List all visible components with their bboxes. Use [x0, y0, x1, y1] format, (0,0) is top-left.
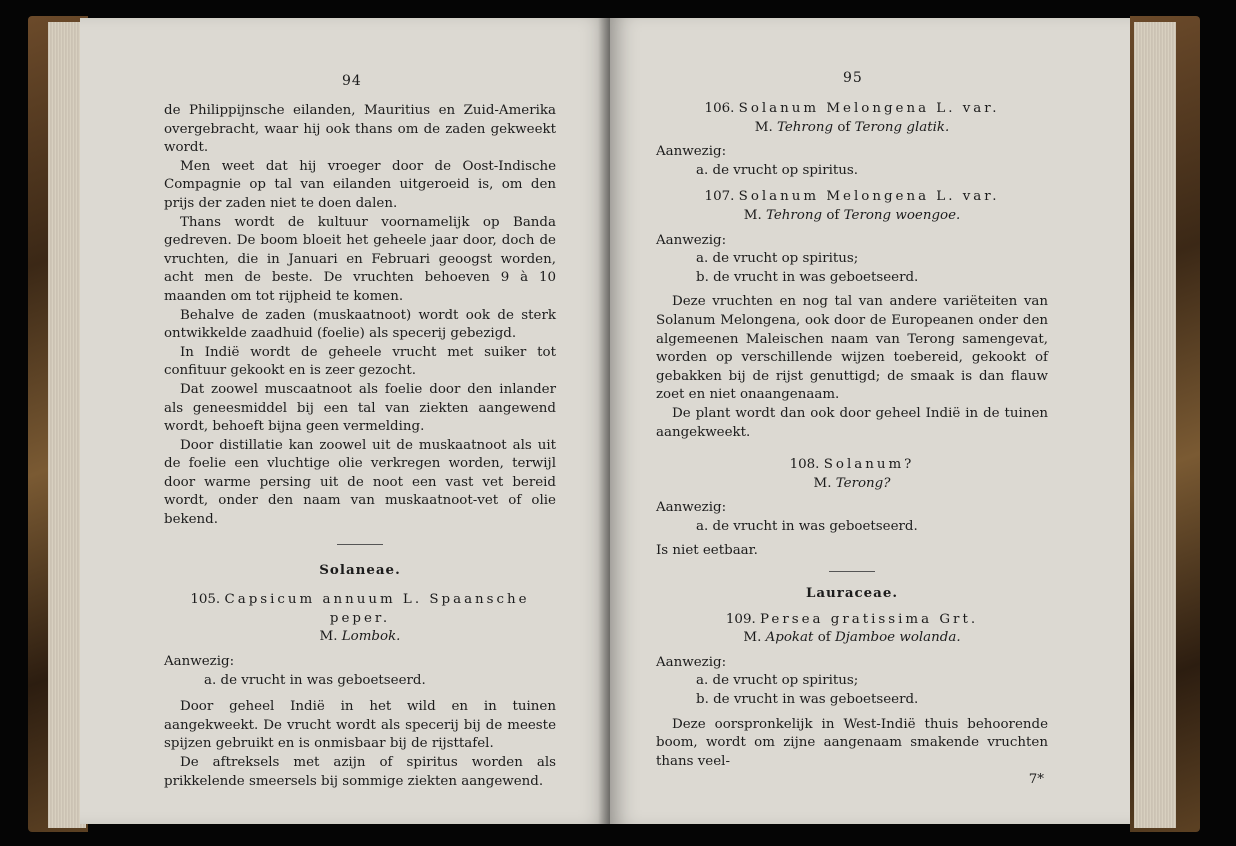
entry-heading: [656, 100, 1048, 119]
entry-number: 105.: [190, 592, 221, 608]
page-number: 95: [843, 70, 863, 86]
paragraph: Thans wordt de kultuur voornamelijk op Banda gedreven. De boom bloeit het geheele jaar door, doch de vruchten, die in Januari en Februari geoogst worden, acht men de beste. De vruchten behoeven 9 à 10 maanden om tot rijpheid te komen.: [164, 214, 556, 304]
species-name: Solanum?: [823, 457, 915, 473]
entry-heading: [656, 456, 1048, 475]
aanwezig-label: Aanwezig:: [656, 144, 727, 160]
aanwezig-label: Aanwezig:: [656, 232, 727, 248]
note: Is niet eetbaar.: [656, 543, 758, 559]
section-divider: [829, 571, 875, 572]
species-name: Solanum Melongena L. var.: [738, 189, 1000, 205]
list-item: a. de vrucht op spiritus;: [696, 251, 859, 267]
page-number: 94: [342, 73, 362, 89]
paragraph: Dat zoowel muscaatnoot als foelie door den inlander als geneesmiddel bij een tal van ziekten aangewend wordt, behoeft bijna geen vermelding.: [164, 381, 556, 435]
malay-name: M. Lombok.: [319, 629, 401, 645]
family-heading: Solaneae.: [319, 561, 401, 578]
aanwezig-label: Aanwezig:: [164, 654, 235, 670]
paragraph: Deze vruchten en nog tal van andere variëteiten van Solanum Melongena, ook door de Europeanen onder den algemeenen Maleischen naam van Terong samengevat, worden op verschillende wijzen toebereid, gekookt of gebakken bij de rijst genuttigd; de smaak is dan flauw zoet en niet onaangenaam.: [656, 294, 1048, 403]
paragraph: Men weet dat hij vroeger door de Oost-Indische Compagnie op tal van eilanden uitgeroeid is, om den prijs der zaden niet te doen dalen.: [164, 158, 556, 211]
right-text-block: [656, 100, 1048, 790]
entry-number: 107.: [704, 189, 735, 205]
malay-name: M. Apokat of Djamboe wolanda.: [743, 630, 961, 646]
list-item: a. de vrucht in was geboetseerd.: [204, 672, 426, 688]
paragraph: Deze oorspronkelijk in West-Indië thuis behoorende boom, wordt om zijne aangenaam smakende vruchten thans veel-: [656, 716, 1048, 769]
entry-heading: [656, 611, 1048, 630]
malay-name: M. Tehrong of Terong glatik.: [754, 119, 950, 135]
malay-name: M. Terong?: [813, 475, 891, 491]
species-name: Persea gratissima Grt.: [760, 611, 979, 627]
list-item: a. de vrucht op spiritus;: [696, 673, 859, 689]
list-item: a. de vrucht op spiritus.: [696, 162, 859, 178]
entry-heading: [656, 188, 1048, 207]
aanwezig-label: Aanwezig:: [656, 654, 727, 670]
section-divider: [337, 544, 383, 545]
malay-name: M. Tehrong of Terong woengoe.: [743, 207, 961, 223]
right-page-edges: [1134, 22, 1176, 828]
paragraph: Behalve de zaden (muskaatnoot) wordt ook de sterk ontwikkelde zaadhuid (foelie) als specerij gebezigd.: [164, 307, 556, 342]
right-page: [610, 18, 1130, 824]
paragraph: Door geheel Indië in het wild en in tuinen aangekweekt. De vrucht wordt als specerij bij de meeste spijzen gebruikt en is onmisbaar bij de rijsttafel.: [164, 699, 556, 752]
family-heading: Lauraceae.: [805, 585, 899, 602]
paragraph: de Philippijnsche eilanden, Mauritius en Zuid-Amerika overgebracht, waar hij ook thans om de zaden gekweekt wordt.: [164, 103, 556, 156]
entry-number: 108.: [789, 457, 820, 473]
paragraph: De aftreksels met azijn of spiritus worden als prikkelende smeersels bij sommige ziekten aangewend.: [164, 755, 556, 789]
left-text-block: [164, 102, 556, 791]
left-page: [80, 18, 610, 824]
species-name: Capsicum annuum L. Spaansche peper.: [224, 592, 530, 626]
paragraph: In Indië wordt de geheele vrucht met suiker tot confituur gekookt en is zeer gezocht.: [164, 344, 556, 379]
entry-number: 109.: [725, 611, 756, 627]
list-item: b. de vrucht in was geboetseerd.: [696, 269, 919, 285]
entry-heading: [164, 591, 556, 628]
signature-mark: 7*: [1028, 772, 1044, 788]
entry-number: 106.: [704, 101, 735, 116]
list-item: b. de vrucht in was geboetseerd.: [696, 692, 919, 708]
aanwezig-label: Aanwezig:: [656, 500, 727, 516]
list-item: a. de vrucht in was geboetseerd.: [696, 518, 918, 534]
paragraph: Door distillatie kan zoowel uit de muskaatnoot als uit de foelie een vluchtige olie verkregen worden, terwijl door warme persing uit de noot een vast vet bereid wordt, onder den naam van muskaatnoot-vet of olie bekend.: [164, 437, 556, 528]
species-name: Solanum Melongena L. var.: [738, 101, 1000, 116]
paragraph: De plant wordt dan ook door geheel Indië in de tuinen aangekweekt.: [656, 405, 1048, 440]
